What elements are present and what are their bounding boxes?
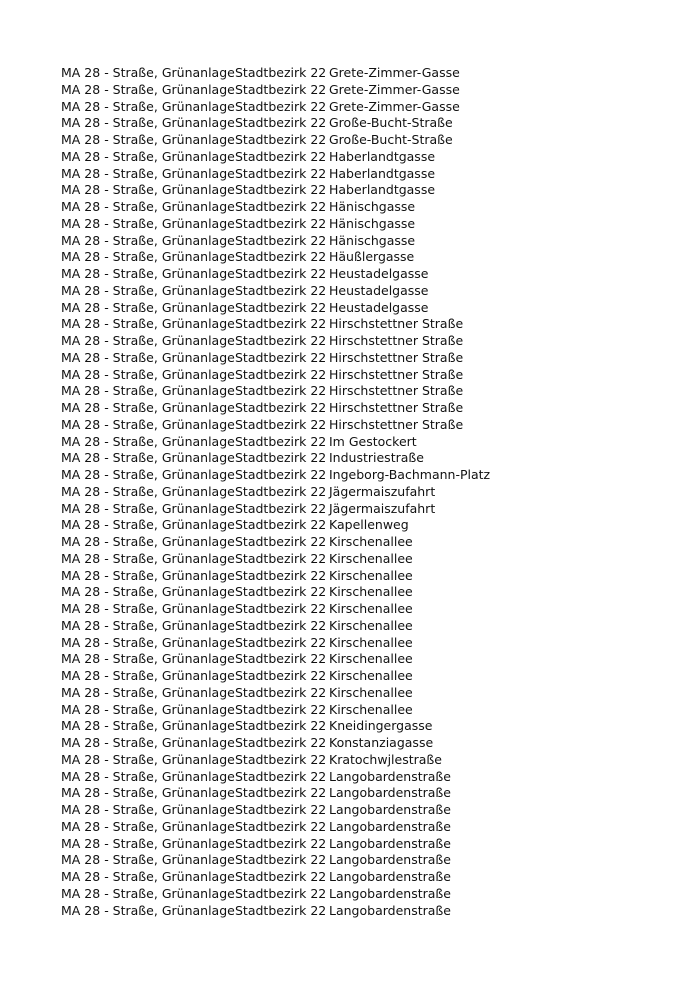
- list-item: [61, 383, 681, 400]
- street-name-text: Kirschenallee: [329, 550, 413, 566]
- department-text: MA 28 - Straße, Grünanlage: [61, 299, 235, 315]
- department-text: MA 28 - Straße, Grünanlage: [61, 383, 235, 399]
- district-text: Stadtbezirk 22: [235, 751, 327, 767]
- district-text: Stadtbezirk 22: [235, 199, 327, 214]
- department-text: MA 28 - Straße, Grünanlage: [61, 98, 235, 114]
- department-text: MA 28 - Straße, Grünanlage: [61, 567, 235, 583]
- street-name-text: Kirschenallee: [329, 684, 413, 700]
- street-name-text: Ingeborg-Bachmann-Platz: [329, 467, 491, 482]
- district-text: Stadtbezirk 22: [235, 517, 327, 533]
- street-name-text: Hirschstettner Straße: [329, 416, 464, 432]
- list-item: [61, 467, 681, 484]
- district-text: Stadtbezirk 22: [235, 768, 327, 784]
- street-name-text: Hirschstettner Straße: [329, 349, 464, 365]
- street-name-text: Kirschenallee: [329, 668, 413, 683]
- street-name-text: Große-Bucht-Straße: [329, 115, 453, 131]
- street-name-text: Grete-Zimmer-Gasse: [329, 65, 460, 80]
- list-item: [61, 434, 681, 451]
- list-item: [61, 819, 681, 836]
- street-name-text: Haberlandtgasse: [329, 148, 436, 164]
- street-name-text: Kirschenallee: [329, 601, 413, 616]
- street-name-text: Langobardenstraße: [329, 835, 451, 851]
- department-text: MA 28 - Straße, Grünanlage: [61, 869, 235, 884]
- street-name-text: Heustadelgasse: [329, 266, 429, 281]
- district-text: Stadtbezirk 22: [235, 718, 327, 734]
- department-text: MA 28 - Straße, Grünanlage: [61, 400, 235, 415]
- list-item: [61, 115, 681, 132]
- department-text: MA 28 - Straße, Grünanlage: [61, 785, 235, 801]
- district-text: Stadtbezirk 22: [235, 550, 327, 566]
- street-name-text: Kirschenallee: [329, 567, 413, 583]
- list-item: [61, 517, 681, 534]
- list-item: [61, 668, 681, 685]
- department-text: MA 28 - Straße, Grünanlage: [61, 885, 235, 901]
- district-text: Stadtbezirk 22: [235, 266, 327, 281]
- district-text: Stadtbezirk 22: [235, 785, 327, 801]
- district-text: Stadtbezirk 22: [235, 383, 327, 399]
- list-item: [61, 333, 681, 350]
- district-text: Stadtbezirk 22: [235, 500, 327, 516]
- department-text: MA 28 - Straße, Grünanlage: [61, 132, 235, 147]
- district-text: Stadtbezirk 22: [235, 634, 327, 650]
- district-text: Stadtbezirk 22: [235, 148, 327, 164]
- street-name-text: Langobardenstraße: [329, 785, 451, 801]
- list-item: [61, 216, 681, 233]
- department-text: MA 28 - Straße, Grünanlage: [61, 751, 235, 767]
- list-item: [61, 618, 681, 635]
- list-item: [61, 601, 681, 618]
- street-name-text: Hänischgasse: [329, 215, 416, 231]
- department-text: MA 28 - Straße, Grünanlage: [61, 768, 235, 784]
- department-text: MA 28 - Straße, Grünanlage: [61, 634, 235, 650]
- list-item: [61, 149, 681, 166]
- district-text: Stadtbezirk 22: [235, 215, 327, 231]
- street-list: [61, 65, 681, 919]
- department-text: MA 28 - Straße, Grünanlage: [61, 651, 235, 667]
- list-item: [61, 501, 681, 518]
- list-item: [61, 752, 681, 769]
- list-item: [61, 735, 681, 752]
- district-text: Stadtbezirk 22: [235, 852, 327, 868]
- district-text: Stadtbezirk 22: [235, 567, 327, 583]
- street-name-text: Kirschenallee: [329, 617, 413, 633]
- list-item: [61, 65, 681, 82]
- street-name-text: Grete-Zimmer-Gasse: [329, 98, 460, 114]
- street-name-text: Hänischgasse: [329, 232, 416, 248]
- list-item: [61, 869, 681, 886]
- list-item: [61, 534, 681, 551]
- street-name-text: Kratochwjlestraße: [329, 751, 442, 767]
- department-text: MA 28 - Straße, Grünanlage: [61, 148, 235, 164]
- list-item: [61, 82, 681, 99]
- list-item: [61, 367, 681, 384]
- list-item: [61, 886, 681, 903]
- street-name-text: Langobardenstraße: [329, 885, 451, 901]
- district-text: Stadtbezirk 22: [235, 885, 327, 901]
- department-text: MA 28 - Straße, Grünanlage: [61, 684, 235, 700]
- district-text: Stadtbezirk 22: [235, 366, 327, 382]
- list-item: [61, 584, 681, 601]
- department-text: MA 28 - Straße, Grünanlage: [61, 852, 235, 868]
- street-name-text: Heustadelgasse: [329, 299, 429, 315]
- district-text: Stadtbezirk 22: [235, 584, 327, 600]
- street-name-text: Hirschstettner Straße: [329, 383, 464, 399]
- district-text: Stadtbezirk 22: [235, 534, 327, 549]
- list-item: [61, 316, 681, 333]
- street-name-text: Kirschenallee: [329, 584, 413, 600]
- street-name-text: Kirschenallee: [329, 534, 413, 549]
- department-text: MA 28 - Straße, Grünanlage: [61, 500, 235, 516]
- list-item: [61, 568, 681, 585]
- district-text: Stadtbezirk 22: [235, 249, 327, 265]
- list-item: [61, 350, 681, 367]
- district-text: Stadtbezirk 22: [235, 450, 327, 466]
- department-text: MA 28 - Straße, Grünanlage: [61, 534, 235, 549]
- list-item: [61, 450, 681, 467]
- district-text: Stadtbezirk 22: [235, 802, 327, 817]
- street-name-text: Kneidingergasse: [329, 718, 433, 734]
- list-item: [61, 702, 681, 719]
- department-text: MA 28 - Straße, Grünanlage: [61, 735, 235, 750]
- street-name-text: Hirschstettner Straße: [329, 316, 464, 332]
- department-text: MA 28 - Straße, Grünanlage: [61, 433, 235, 449]
- department-text: MA 28 - Straße, Grünanlage: [61, 165, 235, 181]
- district-text: Stadtbezirk 22: [235, 483, 327, 499]
- district-text: Stadtbezirk 22: [235, 333, 327, 348]
- district-text: Stadtbezirk 22: [235, 651, 327, 667]
- list-item: [61, 266, 681, 283]
- street-name-text: Konstanziagasse: [329, 735, 434, 750]
- district-text: Stadtbezirk 22: [235, 232, 327, 248]
- district-text: Stadtbezirk 22: [235, 282, 327, 298]
- district-text: Stadtbezirk 22: [235, 869, 327, 884]
- list-item: [61, 182, 681, 199]
- district-text: Stadtbezirk 22: [235, 617, 327, 633]
- department-text: MA 28 - Straße, Grünanlage: [61, 718, 235, 734]
- list-item: [61, 769, 681, 786]
- street-name-text: Kirschenallee: [329, 701, 413, 717]
- department-text: MA 28 - Straße, Grünanlage: [61, 467, 235, 482]
- list-item: [61, 785, 681, 802]
- department-text: MA 28 - Straße, Grünanlage: [61, 701, 235, 717]
- street-name-text: Hirschstettner Straße: [329, 366, 464, 382]
- list-item: [61, 99, 681, 116]
- department-text: MA 28 - Straße, Grünanlage: [61, 550, 235, 566]
- list-item: [61, 300, 681, 317]
- district-text: Stadtbezirk 22: [235, 400, 327, 415]
- department-text: MA 28 - Straße, Grünanlage: [61, 902, 235, 918]
- district-text: Stadtbezirk 22: [235, 115, 327, 131]
- street-name-text: Industriestraße: [329, 450, 424, 466]
- department-text: MA 28 - Straße, Grünanlage: [61, 182, 235, 198]
- list-item: [61, 400, 681, 417]
- list-item: [61, 551, 681, 568]
- district-text: Stadtbezirk 22: [235, 349, 327, 365]
- district-text: Stadtbezirk 22: [235, 668, 327, 683]
- department-text: MA 28 - Straße, Grünanlage: [61, 115, 235, 131]
- district-text: Stadtbezirk 22: [235, 416, 327, 432]
- district-text: Stadtbezirk 22: [235, 735, 327, 750]
- department-text: MA 28 - Straße, Grünanlage: [61, 333, 235, 348]
- district-text: Stadtbezirk 22: [235, 902, 327, 918]
- department-text: MA 28 - Straße, Grünanlage: [61, 316, 235, 332]
- street-name-text: Grete-Zimmer-Gasse: [329, 81, 460, 97]
- department-text: MA 28 - Straße, Grünanlage: [61, 282, 235, 298]
- list-item: [61, 417, 681, 434]
- department-text: MA 28 - Straße, Grünanlage: [61, 835, 235, 851]
- list-item: [61, 484, 681, 501]
- list-item: [61, 233, 681, 250]
- list-item: [61, 199, 681, 216]
- list-item: [61, 249, 681, 266]
- district-text: Stadtbezirk 22: [235, 316, 327, 332]
- list-item: [61, 651, 681, 668]
- district-text: Stadtbezirk 22: [235, 65, 327, 80]
- department-text: MA 28 - Straße, Grünanlage: [61, 232, 235, 248]
- department-text: MA 28 - Straße, Grünanlage: [61, 199, 235, 214]
- street-name-text: Langobardenstraße: [329, 818, 451, 834]
- district-text: Stadtbezirk 22: [235, 165, 327, 181]
- street-name-text: Haberlandtgasse: [329, 182, 436, 198]
- street-name-text: Große-Bucht-Straße: [329, 132, 453, 147]
- district-text: Stadtbezirk 22: [235, 81, 327, 97]
- street-name-text: Kapellenweg: [329, 517, 409, 533]
- department-text: MA 28 - Straße, Grünanlage: [61, 668, 235, 683]
- district-text: Stadtbezirk 22: [235, 701, 327, 717]
- department-text: MA 28 - Straße, Grünanlage: [61, 584, 235, 600]
- district-text: Stadtbezirk 22: [235, 299, 327, 315]
- street-name-text: Kirschenallee: [329, 634, 413, 650]
- list-item: [61, 166, 681, 183]
- street-name-text: Langobardenstraße: [329, 902, 451, 918]
- department-text: MA 28 - Straße, Grünanlage: [61, 818, 235, 834]
- department-text: MA 28 - Straße, Grünanlage: [61, 81, 235, 97]
- district-text: Stadtbezirk 22: [235, 98, 327, 114]
- department-text: MA 28 - Straße, Grünanlage: [61, 517, 235, 533]
- district-text: Stadtbezirk 22: [235, 818, 327, 834]
- department-text: MA 28 - Straße, Grünanlage: [61, 450, 235, 466]
- department-text: MA 28 - Straße, Grünanlage: [61, 266, 235, 281]
- department-text: MA 28 - Straße, Grünanlage: [61, 601, 235, 616]
- district-text: Stadtbezirk 22: [235, 835, 327, 851]
- street-name-text: Heustadelgasse: [329, 282, 429, 298]
- list-item: [61, 283, 681, 300]
- list-item: [61, 635, 681, 652]
- department-text: MA 28 - Straße, Grünanlage: [61, 215, 235, 231]
- district-text: Stadtbezirk 22: [235, 467, 327, 482]
- department-text: MA 28 - Straße, Grünanlage: [61, 483, 235, 499]
- district-text: Stadtbezirk 22: [235, 601, 327, 616]
- street-name-text: Kirschenallee: [329, 651, 413, 667]
- list-item: [61, 718, 681, 735]
- department-text: MA 28 - Straße, Grünanlage: [61, 349, 235, 365]
- department-text: MA 28 - Straße, Grünanlage: [61, 249, 235, 265]
- street-name-text: Haberlandtgasse: [329, 165, 436, 181]
- department-text: MA 28 - Straße, Grünanlage: [61, 366, 235, 382]
- street-name-text: Jägermaiszufahrt: [329, 483, 436, 499]
- street-name-text: Im Gestockert: [329, 433, 417, 449]
- street-name-text: Hänischgasse: [329, 199, 416, 214]
- street-name-text: Langobardenstraße: [329, 852, 451, 868]
- list-item: [61, 685, 681, 702]
- street-name-text: Langobardenstraße: [329, 768, 451, 784]
- department-text: MA 28 - Straße, Grünanlage: [61, 802, 235, 817]
- street-name-text: Häußlergasse: [329, 249, 415, 265]
- department-text: MA 28 - Straße, Grünanlage: [61, 416, 235, 432]
- district-text: Stadtbezirk 22: [235, 182, 327, 198]
- list-item: [61, 903, 681, 920]
- street-name-text: Hirschstettner Straße: [329, 400, 464, 415]
- list-item: [61, 802, 681, 819]
- list-item: [61, 836, 681, 853]
- department-text: MA 28 - Straße, Grünanlage: [61, 617, 235, 633]
- street-name-text: Langobardenstraße: [329, 802, 451, 817]
- district-text: Stadtbezirk 22: [235, 433, 327, 449]
- list-item: [61, 852, 681, 869]
- street-name-text: Hirschstettner Straße: [329, 333, 464, 348]
- street-name-text: Langobardenstraße: [329, 869, 451, 884]
- street-name-text: Jägermaiszufahrt: [329, 500, 436, 516]
- district-text: Stadtbezirk 22: [235, 132, 327, 147]
- district-text: Stadtbezirk 22: [235, 684, 327, 700]
- department-text: MA 28 - Straße, Grünanlage: [61, 65, 235, 80]
- list-item: [61, 132, 681, 149]
